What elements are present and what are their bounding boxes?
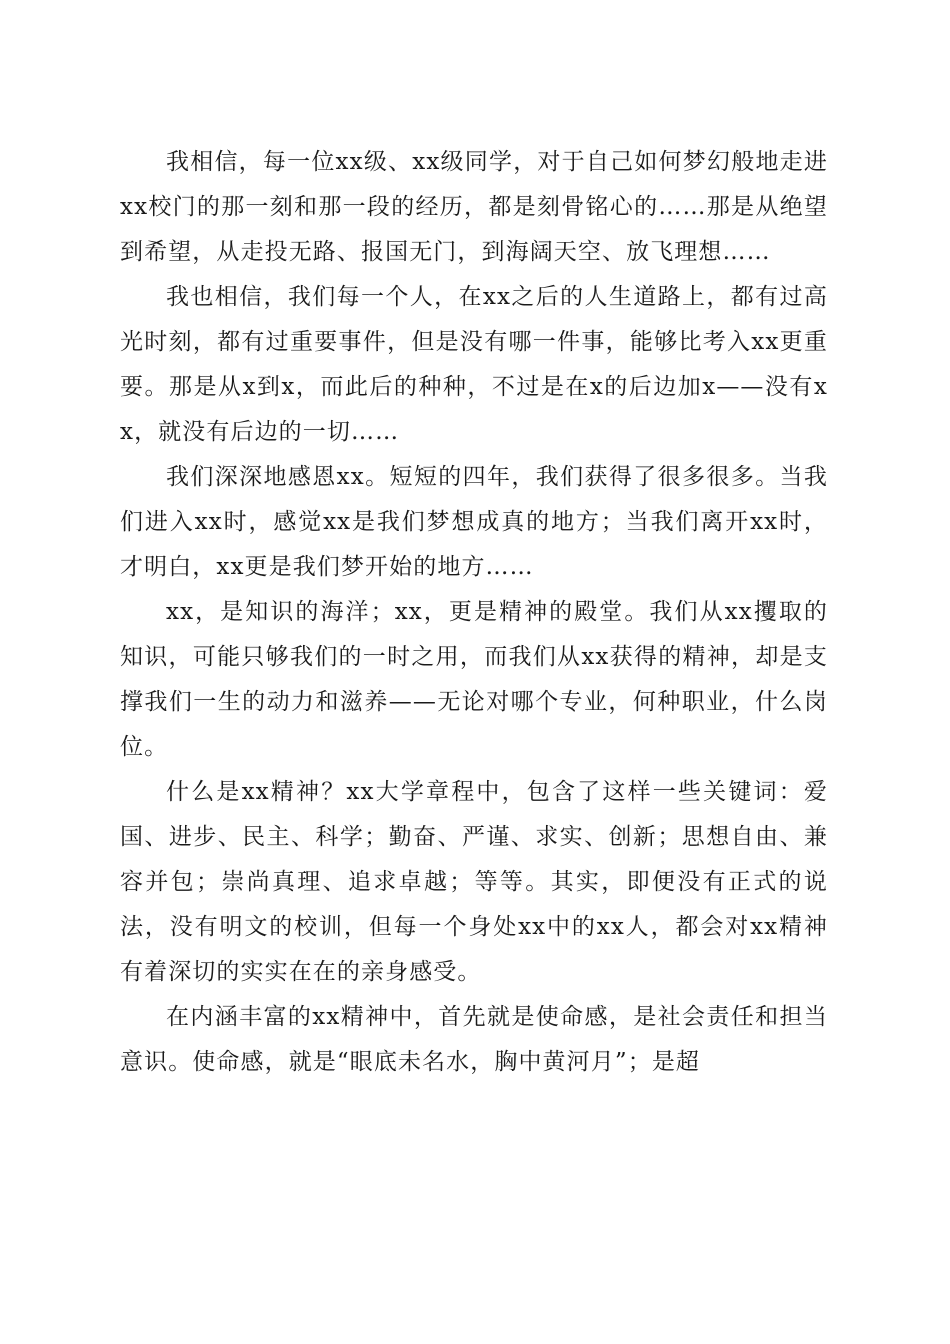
paragraph-1: 我相信，每一位xx级、xx级同学，对于自己如何梦幻般地走进xx校门的那一刻和那一段的经历，都是刻骨铭心的……那是从绝望到希望，从走投无路、报国无门，到海阔天空、放飞理想…… <box>120 149 828 265</box>
paragraph-3: 我们深深地感恩xx。短短的四年，我们获得了很多很多。当我们进入xx时，感觉xx是我们梦想成真的地方；当我们离开xx时，才明白，xx更是我们梦开始的地方…… <box>120 464 828 580</box>
paragraph-6: 在内涵丰富的xx精神中，首先就是使命感，是社会责任和担当意识。使命感，就是“眼底未名水，胸中黄河月”；是超 <box>120 1004 828 1075</box>
paragraph-2: 我也相信，我们每一个人，在xx之后的人生道路上，都有过高光时刻，都有过重要事件，但是没有哪一件事，能够比考入xx更重要。那是从x到x，而此后的种种，不过是在x的后边加x——没有xx，就没有后边的一切…… <box>120 284 828 445</box>
paragraph-4: xx，是知识的海洋；xx，更是精神的殿堂。我们从xx攫取的知识，可能只够我们的一时之用，而我们从xx获得的精神，却是支撑我们一生的动力和滋养——无论对哪个专业，何种职业，什么岗位。 <box>120 599 828 760</box>
document-body <box>120 140 828 1085</box>
paragraph-5: 什么是xx精神？xx大学章程中，包含了这样一些关键词：爱国、进步、民主、科学；勤奋、严谨、求实、创新；思想自由、兼容并包；崇尚真理、追求卓越；等等。其实，即便没有正式的说法，没有明文的校训，但每一个身处xx中的xx人，都会对xx精神有着深切的实实在在的亲身感受。 <box>120 779 828 985</box>
